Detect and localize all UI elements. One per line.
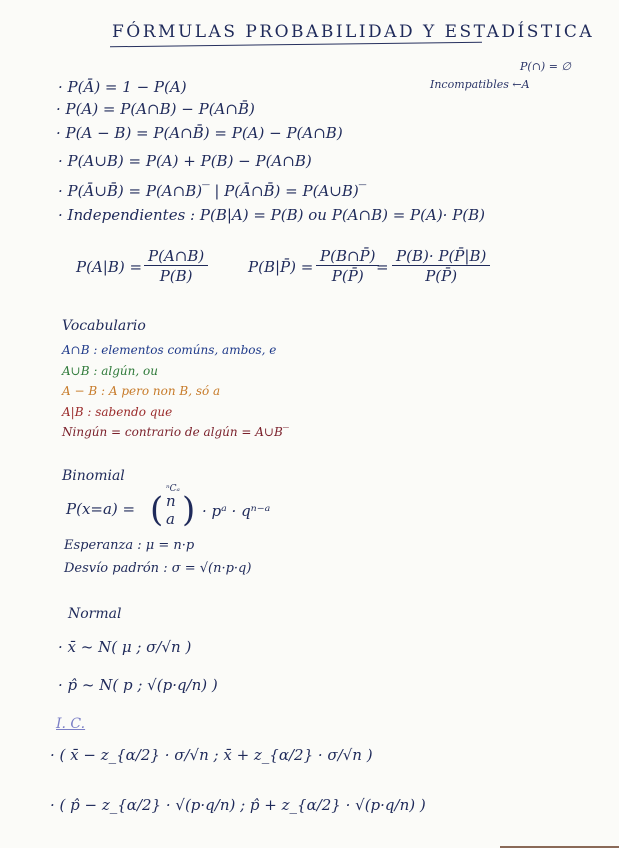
bayes-denominator-1: P(P̄): [331, 267, 364, 285]
binomial-open-paren: (: [150, 490, 164, 530]
formula-difference: · P(A − B) = P(A∩B̄) = P(A) − P(A∩B): [56, 124, 343, 142]
vocab-item-difference: A − B : A pero non B, só a: [62, 384, 221, 398]
binomial-heading: Binomial: [62, 468, 125, 484]
bayes-lhs: P(B|P̄) =: [248, 258, 314, 276]
page-title: FÓRMULAS PROBABILIDAD Y ESTADÍSTICA: [112, 22, 595, 42]
binomial-nc-label: ⁿCₐ: [166, 484, 180, 494]
side-note-line2: Incompatibles ←A: [430, 78, 530, 91]
vocab-item-intersection: A∩B : elementos comúns, ambos, e: [62, 343, 277, 357]
ic-proportion-interval: · ( p̂ − z_{α/2} · √(p·q/n) ; p̂ + z_{α/2} · √(p·q/n) ): [50, 796, 426, 814]
binomial-expectation: Esperanza : μ = n·p: [64, 538, 195, 553]
bayes-numerator-2: P(B)· P(P̄|B): [392, 248, 490, 266]
bayes-fraction-1: [316, 248, 379, 284]
bayes-equals: =: [376, 258, 389, 276]
vocab-heading: Vocabulario: [62, 318, 146, 334]
binomial-rhs: · pᵃ · qⁿ⁻ᵃ: [202, 502, 271, 520]
conditional-denominator: P(B): [159, 267, 193, 285]
binomial-close-paren: ): [182, 490, 196, 530]
normal-mean-dist: · x̄ ~ N( μ ; σ/√n ): [58, 638, 192, 656]
binomial-std-dev: Desvío padrón : σ = √(n·p·q): [64, 561, 252, 576]
ic-mean-interval: · ( x̄ − z_{α/2} · σ/√n ; x̄ + z_{α/2} · σ/√n ): [50, 746, 373, 764]
formula-complement: · P(Ā) = 1 − P(A): [58, 78, 187, 96]
conditional-fraction: [144, 248, 208, 284]
title-underline: [110, 42, 482, 48]
conditional-lhs: P(A|B) =: [76, 258, 143, 276]
bayes-denominator-2: P(P̄): [425, 267, 458, 285]
ic-heading: I. C.: [56, 716, 86, 732]
formula-independence: · Independientes : P(B|A) = P(B) ou P(A∩B) = P(A)· P(B): [58, 206, 486, 224]
normal-heading: Normal: [68, 606, 122, 622]
formula-partition: · P(A) = P(A∩B) − P(A∩B̄): [56, 100, 255, 118]
bayes-fraction-2: [392, 248, 490, 284]
binomial-coef-top: n: [166, 492, 176, 510]
vocab-item-conditional: A|B : sabendo que: [62, 405, 173, 419]
vocab-item-union: A∪B : algún, ou: [62, 364, 158, 378]
bayes-numerator-1: P(B∩P̄): [316, 248, 379, 266]
conditional-numerator: P(A∩B): [144, 248, 208, 266]
vocab-item-none: Ningún = contrario de algún = A∪B‾: [62, 425, 289, 439]
binomial-coef-bottom: a: [166, 510, 175, 528]
formula-demorgan: · P(Ā∪B̄) = P(A∩B)‾ | P(Ā∩B̄) = P(A∪B)‾: [58, 182, 367, 200]
binomial-lhs: P(x=a) =: [66, 500, 136, 518]
formula-union: · P(A∪B) = P(A) + P(B) − P(A∩B): [58, 152, 312, 170]
normal-proportion-dist: · p̂ ~ N( p ; √(p·q/n) ): [58, 676, 218, 694]
side-note-line1: P(∩) = ∅: [520, 60, 571, 73]
